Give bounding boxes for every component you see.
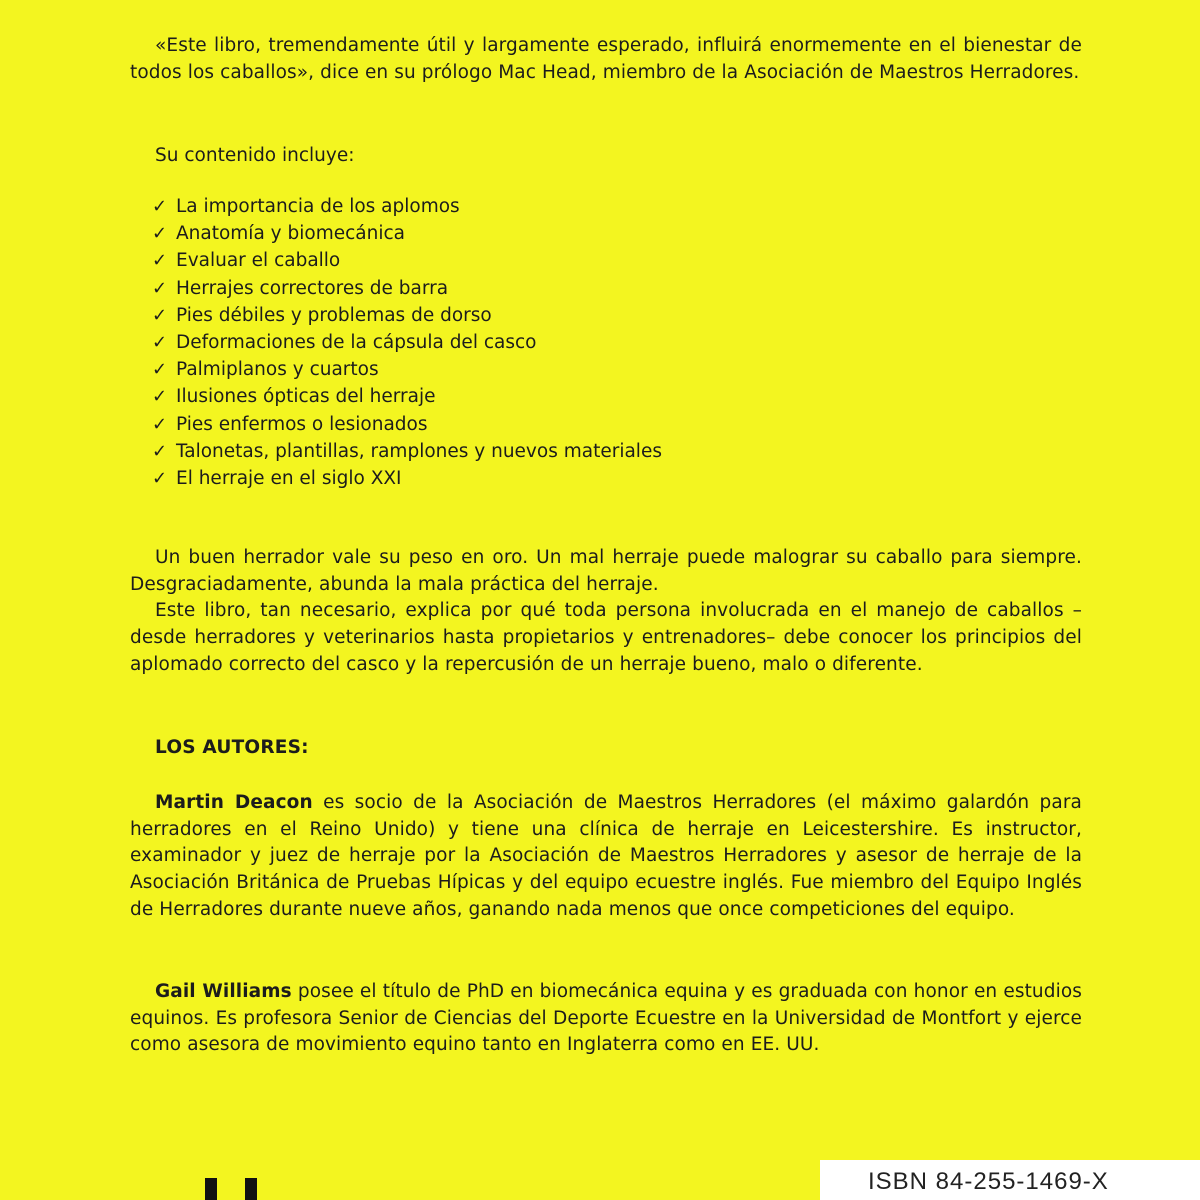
authors-heading: LOS AUTORES: (155, 737, 309, 758)
check-icon: ✓ (152, 223, 168, 245)
author-bio-2 (130, 979, 1082, 1059)
list-item-label: Evaluar el caballo (176, 250, 341, 272)
author-name: Gail Williams (155, 981, 292, 1002)
list-item-label: El herraje en el siglo XXI (176, 468, 402, 490)
author-bio-1 (130, 790, 1082, 924)
isbn-box (820, 1160, 1200, 1200)
description-block (130, 545, 1082, 679)
author-paragraph (130, 979, 1082, 1059)
list-item-label: La importancia de los aplomos (176, 196, 460, 217)
list-item (152, 438, 662, 465)
logo-bar-left (205, 1178, 217, 1200)
author-bio-text: es socio de la Asociación de Maestros Herradores (el máximo galardón para herradores en el Reino Unido) y tiene una clínica de herraje en Leicestershire. Es instructor, examinador y juez de herraje por la Asociación de Maestros Herradores y asesor de herraje de la Asociación Británica de Pruebas Hípicas y del equipo ecuestre inglés. Fue miembro del Equipo Inglés de Herradores durante nueve años, ganando nada menos que once competiciones del equipo. (130, 792, 1082, 920)
publisher-logo (205, 1178, 265, 1200)
author-bio-text: posee el título de PhD en biomecánica equina y es graduada con honor en estudios equinos. Es profesora Senior de Ciencias del Deporte Ecuestre en la Universidad de Montfort y ejerce como asesora de movimiento equino tanto en Inglaterra como en EE. UU. (130, 981, 1082, 1056)
list-item-label: Talonetas, plantillas, ramplones y nuevos materiales (176, 440, 662, 462)
logo-bar-right (245, 1178, 257, 1200)
check-icon: ✓ (152, 386, 168, 408)
check-icon: ✓ (152, 304, 168, 326)
check-icon: ✓ (152, 440, 168, 462)
author-paragraph (130, 790, 1082, 924)
list-item-label: Anatomía y biomecánica (176, 223, 405, 245)
check-icon: ✓ (152, 468, 168, 490)
list-item (152, 247, 662, 274)
check-icon: ✓ (152, 413, 168, 435)
intro-paragraph: «Este libro, tremendamente útil y largamente esperado, influirá enormemente en el bienestar de todos los caballos», dice en su prólogo Mac Head, miembro de la Asociación de Maestros Herradores. (130, 35, 1082, 83)
author-name: Martin Deacon (155, 792, 313, 813)
check-icon: ✓ (152, 196, 168, 217)
list-item (152, 356, 662, 383)
list-item-label: Ilusiones ópticas del herraje (176, 386, 436, 408)
list-item-label: Palmiplanos y cuartos (176, 359, 379, 381)
list-item (152, 465, 662, 492)
intro-quote (130, 33, 1082, 86)
list-item-label: Pies débiles y problemas de dorso (176, 304, 492, 326)
check-icon: ✓ (152, 359, 168, 381)
list-item (152, 383, 662, 410)
check-icon: ✓ (152, 277, 168, 299)
contents-checklist (152, 193, 662, 492)
list-item-label: Deformaciones de la cápsula del casco (176, 332, 537, 354)
contents-label: Su contenido incluye: (155, 145, 355, 166)
list-item (152, 220, 662, 247)
list-item-label: Herrajes correctores de barra (176, 277, 449, 299)
check-icon: ✓ (152, 250, 168, 272)
check-icon: ✓ (152, 332, 168, 354)
list-item (152, 411, 662, 438)
list-item-label: Pies enfermos o lesionados (176, 413, 428, 435)
list-item (152, 329, 662, 356)
list-item (152, 275, 662, 302)
list-item (152, 193, 662, 220)
description-paragraph-1: Un buen herrador vale su peso en oro. Un mal herraje puede malograr su caballo para siempre. Desgraciadamente, abunda la mala práctica del herraje. (130, 547, 1082, 595)
isbn-label: ISBN 84-255-1469-X (868, 1168, 1109, 1195)
description-paragraph-2: Este libro, tan necesario, explica por qué toda persona involucrada en el manejo de caballos –desde herradores y veterinarios hasta propietarios y entrenadores– debe conocer los principios del aplomado correcto del casco y la repercusión de un herraje bueno, malo o diferente. (130, 600, 1082, 675)
list-item (152, 302, 662, 329)
